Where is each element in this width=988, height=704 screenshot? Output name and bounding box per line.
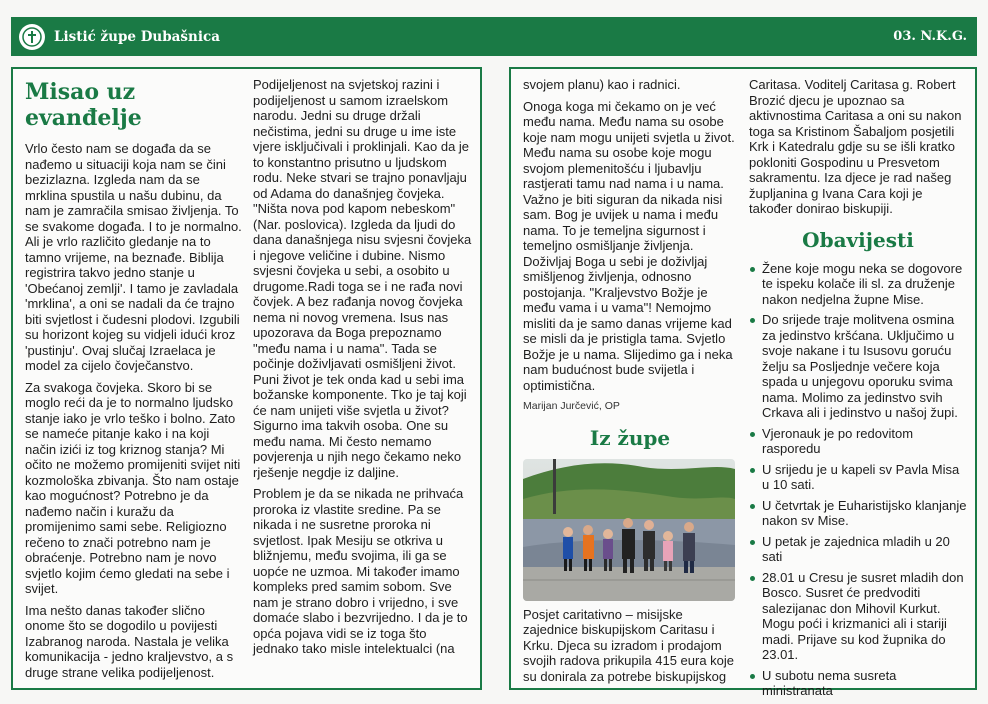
reflection-paragraph: Problem je da se nikada ne prihvaća proroka iz vlastite sredine. Pa se nikada i ne susretne proroka ni svjetlost. Ipak Mesiju se otkriva u bližnjemu, među svojima, ili ga se uopće ne uzmoa. Mi također imamo kompleks pred samim sobom. Sve nam je strano dobro i vrijedno, i sve domaće slabo i bezvrijedno. I da je to opća pojava vidi se iz toga što jednako tako misle intelektualci (na: [253, 486, 468, 656]
reflection-paragraph: Podijeljenost na svjetskoj razini i podijeljenost u samom izraelskom narodu. Jedni su druge držali nečistima, jedni su druge u ime iste vjere isključivali i proklinjali. Kao da je to konstantno prisutno u ljudskom rodu. Neke stvari se trajno ponavljaju od Adama do današnjeg čovjeka. "Ništa nova pod kapom nebeskom" (Nar. poslovica). Izgleda da ljudi do dana današnjega nisu svjesni čovjeka i njegove veličine i dubine. Nismo svjesni čovjeka u sebi, a osobito u drugome.Radi toga se i ne rađa novi čovjek. A bez rađanja novog čovjeka nema ni novog vremena. Isus nas upozorava da Boga prepoznamo "među nama i u nama". Tada se počinje doživljavati osmišljeni život. Puni život je tek onda kad u sebi ima božanske komponente. Tko je taj koji će nam unijeti više svjetla u život? Sigurno ima takvih osoba. One su među nama. Mi često nemamo povjerenja u njih nego čekamo neko rješenje negdje iz daljine.: [253, 77, 472, 480]
reflection-paragraph: svojem planu) kao i radnici.: [523, 77, 681, 92]
notice-item: U subotu nema susreta ministranata: [749, 668, 967, 699]
parish-logo-icon: [19, 24, 45, 50]
bulletin-title: Listić župe Dubašnica: [54, 28, 220, 45]
reflection-paragraph: Za svakoga čovjeka. Skoro bi se moglo reći da je to normalno ljudsko stanje iako je vrlo teško i bolno. Zato se nameće pitanje kako i na koji način izići iz tog kriznog stanja? Mi očito ne možemo promijeniti svijet niti kozmološka zbivanja. Što nam ostaje kao mogućnost? Potrebno je da nađemo način i kuražu da promijenimo sami sebe. Religiozno rečeno to znači potrebno nam je obraćenje. Potrebno nam je novo svjetlo kojim ćemo gledati na sebe i svijet.: [25, 379, 241, 596]
notice-item: U petak je zajednica mladih u 20 sati: [749, 534, 967, 565]
notices-title: Obavijesti: [802, 227, 914, 252]
notice-item: Vjeronauk je po redovitom rasporedu: [749, 426, 967, 457]
notice-item: Žene koje mogu neka se dogovore te ispeku kolače ili sl. za druženje nakon nedjelna župne Mise.: [749, 261, 967, 308]
parish-news-title: Iz župe: [589, 425, 671, 450]
parish-news-text: Posjet caritativno – misijske zajednice biskupijskom Caritasu i Krku. Djeca su izradom i prodajom svojih radova prikupila 415 eura koje su donirala za potrebe biskupijskog: [523, 606, 735, 684]
group-photo-icon: [523, 459, 735, 601]
parish-news-continued: Caritasa. Voditelj Caritasa g. Robert Brozić djecu je upoznao sa aktivnostima Caritasa a oni su nakon toga sa Kristinom Šabaljom posjetili Krk i Katedralu gdje su se išli kratko pokloniti Gospodinu u Presvetom sakramentu. Iza djece je rad našeg župljanina g Ivana Cara koji je također donirao biskupiji.: [749, 77, 962, 216]
notice-item: 28.01 u Cresu je susret mladih don Bosco. Susret će predvoditi salezijanac don Mihovil Kurkut. Mogu poći i krizmanici ali i stariji madi. Prijave su kod župnika do 23.01.: [749, 570, 967, 663]
notice-item: Do srijede traje molitvena osmina za jedinstvo kršćana. Uključimo u svoje nakane i tu Isusovu goruću želju sa Posljednje večere koja spada u unjegovu oporuku svima nama. Molimo za jedinstvo svih Crkava ali i jedinstvo u našoj župi.: [749, 312, 967, 421]
news-column-1: [523, 77, 737, 690]
notice-item: U srijedu je u kapeli sv Pavla Misa u 10 sati.: [749, 462, 967, 493]
reflection-column-2: [253, 77, 473, 663]
reflection-paragraph: Vrlo često nam se događa da se nađemo u situaciji koja nam se čini bezizlazna. Izgleda nam da se mrklina spustila u našu dubinu, da nam je zamračila smisao življenja. To se svakome događa. I to je normalno. Ali je vrlo različito gledanje na to tamno vrijeme, na beznađe. Biblija registrira takvo jedno stanje u 'Obećanoj zemlji'. I tamo je zavladala 'mrklina', a oni se nadali da će trajno biti svjetlost i čudesni plodovi. Izgubili su horizont kojeg su vidjeli idući kroz 'pustinju'. Ovaj slučaj Izraelaca je model za cijelo čovječanstvo.: [25, 141, 242, 373]
reflection-column-1: [25, 77, 243, 686]
news-panel: [509, 67, 977, 698]
reflection-paragraph: Ima nešto danas također slično onome što se dogodilo u povijesti Izabranog naroda. Nastala je velika komunikacija - jedno kraljevstvo, a s druge strane velika podijeljenost.: [25, 602, 234, 680]
notices-list: [749, 261, 967, 699]
issue-number: 03. N.K.G.: [893, 29, 967, 44]
reflection-paragraph: Onoga koga mi čekamo on je već među nama. Među nama su osobe koje nam mogu unijeti svjetla u život. Među nama su osobe koje mogu svojom plemenitošću i ljubavlju rastjerati tamu nad nama i u nama. Važno je biti siguran da nikada nisi sam. Bog je uvijek u nama i među nama. To je temeljna sigurnost i temeljno osmišljanje življenja. Doživljaj Boga u sebi je doživljaj smišljenog življenja, odnosno postojanja. "Kraljevstvo Božje je među vama i u vama"! Nemojmo misliti da je samo danas vrijeme kad se misli da je pristigla tama. Svjetlo Božje je u nama. Slijedimo ga i neka nam budućnost bude svijetla i optimistična.: [523, 98, 735, 393]
news-column-2: [749, 77, 967, 704]
reflection-panel: [11, 67, 482, 690]
header-bar: [11, 17, 977, 56]
reflection-title: Misao uz evanđelje: [25, 79, 142, 131]
reflection-author: Marijan Jurčević, OP: [523, 400, 620, 412]
notice-item: U četvrtak je Euharistijsko klanjanje nakon sv Mise.: [749, 498, 967, 529]
